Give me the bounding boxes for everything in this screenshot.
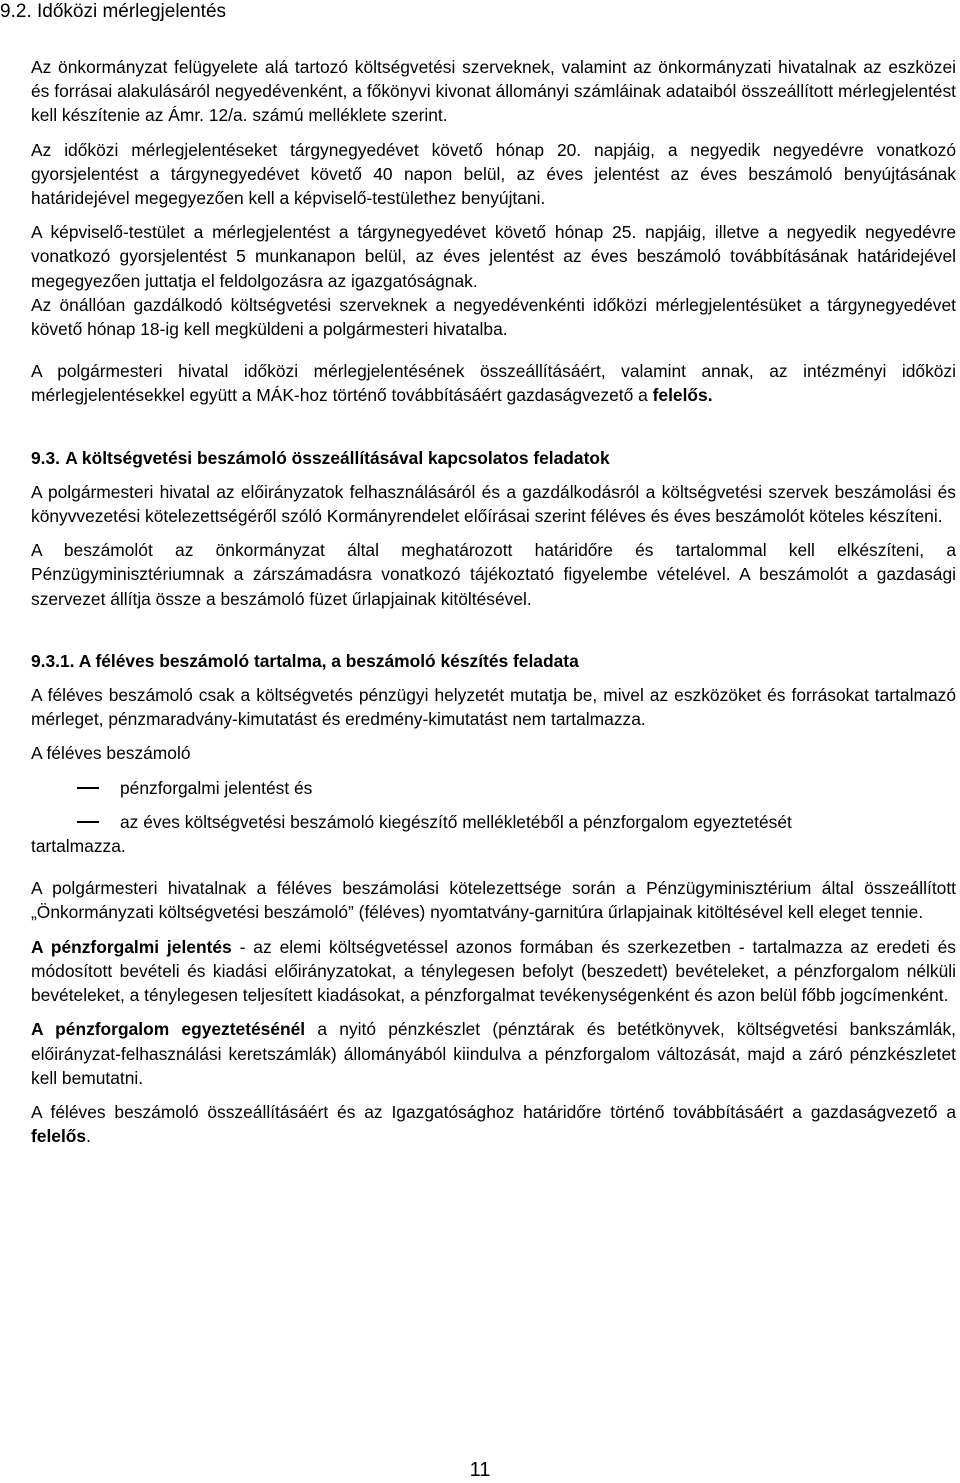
list-item	[31, 810, 956, 834]
paragraph: Az önkormányzat felügyelete alá tartozó költségvetési szerveknek, valamint az önkormányzati hivatalnak az eszközei és forrásai alakulásáról negyedévenként, a főkönyvi kivonat állományi számláinak adataiból összeállított mérlegjelentést kell készítenie az Ámr. 12/a. számú melléklete szerint.	[31, 57, 956, 126]
paragraph: tartalmazza.	[31, 836, 126, 857]
paragraph-text: A polgármesteri hivatal időközi mérlegjelentésének összeállításáért, valamint annak, az intézményi időközi mérlegjelentésekkel együtt a MÁK-hoz történő továbbításáért gazdaságvezető a	[31, 361, 956, 406]
paragraph	[31, 1100, 956, 1148]
section-heading-9-2: 9.2. Időközi mérlegjelentés	[0, 1, 227, 22]
paragraph-text: - az elemi költségvetéssel azonos formában és szerkezetben - tartalmazza az eredeti és módosított bevételi és kiadási előirányzatokat, a ténylegesen befolyt (beszedett) bevételeket, a pénzforgalom nélküli bevételeket, a ténylegesen teljesített kiadásokat, a pénzforgalmat tevékenységenként és azon belül főbb jogcímenként.	[31, 936, 956, 1006]
emphasis-text: felelős.	[652, 385, 713, 406]
emphasis-text: felelős	[31, 1126, 87, 1147]
paragraph: A beszámolót az önkormányzat által meghatározott határidőre és tartalommal kell elkészíteni, a Pénzügyminisztériumnak a zárszámadásra vonatkozó tájékoztató figyelembe vételével. A beszámolót a gazdasági szervezet állítja össze a beszámoló füzet űrlapjainak kitöltésével.	[31, 540, 956, 609]
dash-bullet	[77, 787, 99, 789]
paragraph-text: .	[86, 1126, 91, 1147]
paragraph-text: a nyitó pénzkészlet (pénztárak és betétkönyvek, költségvetési bankszámlák, előirányzat-felhasználási keretszámlák) állományából kiindulva a pénzforgalom változását, majd a záró pénzkészletet kell bemutatni.	[31, 1019, 956, 1088]
document-body	[31, 55, 956, 1148]
section-number: 9.3.1.	[31, 650, 75, 671]
paragraph	[31, 359, 956, 407]
list-item-text: az éves költségvetési beszámoló kiegészítő mellékletéből a pénzforgalom egyeztetését	[120, 811, 792, 832]
dash-bullet	[77, 821, 99, 823]
section-title: A költségvetési beszámoló összeállításával kapcsolatos feladatok	[65, 447, 610, 468]
paragraph: A féléves beszámoló	[31, 743, 191, 764]
emphasis-text: A pénzforgalom egyeztetésénél	[31, 1019, 306, 1040]
paragraph	[31, 1017, 956, 1090]
paragraph: Az időközi mérlegjelentéseket tárgynegyedévet követő hónap 20. napjáig, a negyedik negyedévre vonatkozó gyorsjelentést a tárgynegyedévet követő 40 napon belül, az éves jelentést az éves beszámoló benyújtásának határidejével megegyezően kell a képviselő-testülethez benyújtani.	[31, 139, 956, 209]
list-item-text: pénzforgalmi jelentést és	[120, 777, 313, 798]
page-number: 11	[469, 1459, 491, 1481]
section-title: A féléves beszámoló tartalma, a beszámoló készítés feladata	[78, 650, 579, 671]
list-item	[31, 776, 956, 800]
section-number: 9.3.	[31, 447, 61, 468]
section-heading-9-3-1	[31, 649, 956, 673]
emphasis-text: A pénzforgalmi jelentés	[31, 936, 232, 957]
paragraph-text: A féléves beszámoló összeállításáért és az Igazgatósághoz határidőre történő továbbításáért a gazdaságvezető a	[31, 1101, 956, 1122]
paragraph: A képviselő-testület a mérlegjelentést a tárgynegyedévet követő hónap 25. napjáig, illetve a negyedik negyedévre vonatkozó gyorsjelentést 5 munkanapon belül, az éves jelentést az éves beszámoló továbbításának határidejével megegyezően juttatja el feldolgozásra az igazgatóságnak.	[31, 222, 956, 291]
paragraph: A féléves beszámoló csak a költségvetés pénzügyi helyzetét mutatja be, mivel az eszközöket és forrásokat tartalmazó mérleget, pénzmaradvány-kimutatást és eredmény-kimutatást nem tartalmazza.	[31, 685, 956, 730]
paragraph	[31, 935, 956, 1008]
section-heading-9-3	[31, 446, 956, 470]
paragraph: A polgármesteri hivatalnak a féléves beszámolási kötelezettsége során a Pénzügyminisztérium által összeállított „Önkormányzati költségvetési beszámoló” (féléves) nyomtatvány-garnitúra űrlapjainak kitöltésével kell eleget tennie.	[31, 878, 956, 923]
paragraph: A polgármesteri hivatal az előirányzatok felhasználásáról és a gazdálkodásról a költségvetési szervek beszámolási és könyvvezetési kötelezettségéről szóló Kormányrendelet előírásai szerint féléves és éves beszámolót köteles készíteni.	[31, 481, 956, 527]
paragraph: Az önállóan gazdálkodó költségvetési szerveknek a negyedévenkénti időközi mérlegjelentésüket a tárgynegyedévet követő hónap 18-ig kell megküldeni a polgármesteri hivatalba.	[31, 294, 956, 340]
